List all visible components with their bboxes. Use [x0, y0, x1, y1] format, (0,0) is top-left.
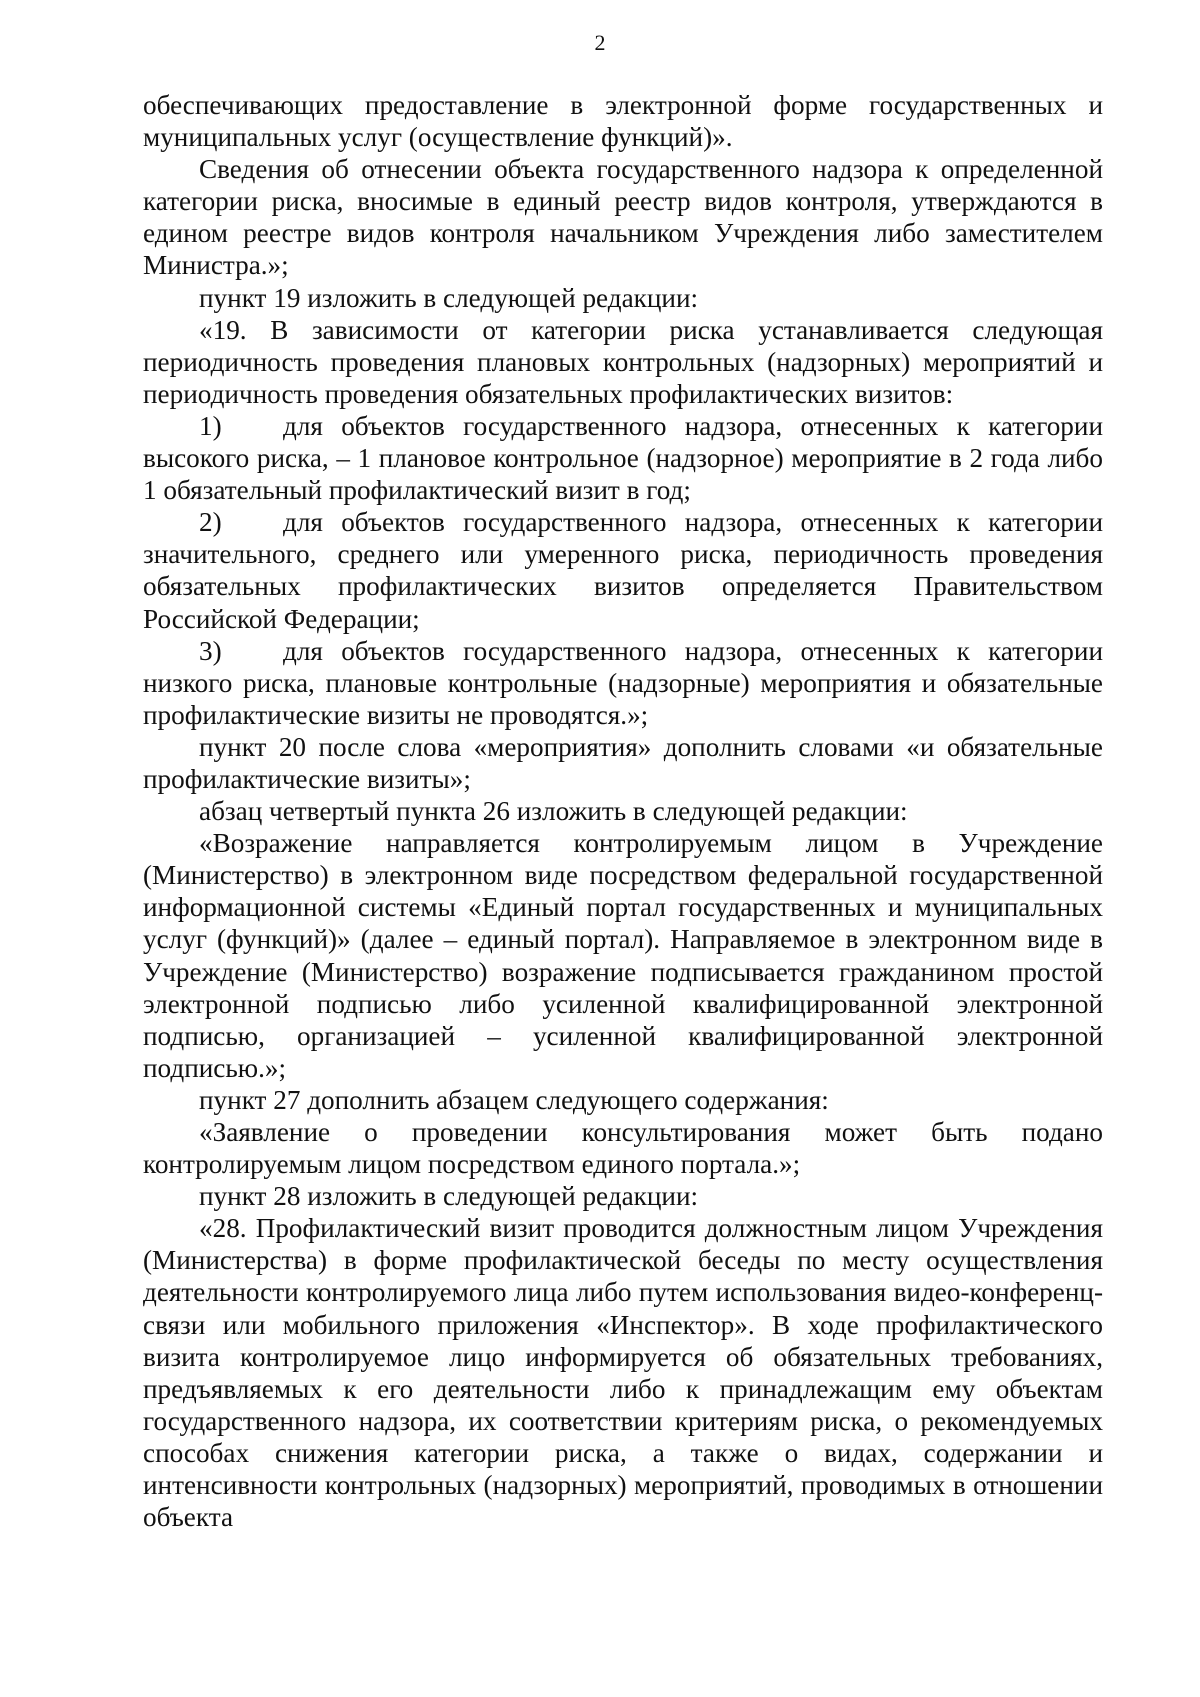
- list-item-1: [143, 410, 1103, 506]
- list-number-3: 3): [199, 635, 222, 666]
- list-number-2: 2): [199, 507, 222, 538]
- paragraph-consultation: «Заявление о проведении консультирования может быть подано контролируемым лицом посредством единого портала.»;: [143, 1117, 1103, 1180]
- paragraph-item-20: пункт 20 после слова «мероприятия» дополнить словами «и обязательные профилактические визиты»;: [143, 731, 1103, 794]
- paragraph-item-28-text: «28. Профилактический визит проводится должностным лицом Учреждения (Министерства) в форме профилактической беседы по месту осуществления деятельности контролируемого лица либо путем использования видео-конференц-связи или мобильного приложения «Инспектор». В ходе профилактического визита контролируемое лицо информируется об обязательных требованиях, предъявляемых к его деятельности либо к принадлежащим ему объектам государственного надзора, их соответствии критериям риска, о рекомендуемых способах снижения категории риска, а также о видах, содержании и интенсивности контрольных (надзорных) мероприятий, проводимых в отношении объекта: [143, 1213, 1103, 1533]
- list-number-1: 1): [199, 410, 222, 441]
- list-item-2-text: для объектов государственного надзора, отнесенных к категории значительного, среднего или умеренного риска, периодичность проведения обязательных профилактических визитов определяется Правительством Российской Федерации;: [143, 507, 1103, 634]
- paragraph-continuation: обеспечивающих предоставление в электронной форме государственных и муниципальных услуг (осуществление функций)».: [143, 90, 1103, 153]
- list-item-1-text: для объектов государственного надзора, отнесенных к категории высокого риска, – 1 плановое контрольное (надзорное) мероприятие в 2 года либо 1 обязательный профилактический визит в год;: [143, 410, 1103, 506]
- paragraph-item-26-intro: абзац четвертый пункта 26 изложить в следующей редакции:: [199, 796, 908, 827]
- paragraph-objection: «Возражение направляется контролируемым лицом в Учреждение (Министерство) в электронном виде посредством федеральной государственной информационной системы «Единый портал государственных и муниципальных услуг (функций)» (далее – единый портал). Направляемое в электронном виде в Учреждение (Министерство) возражение подписывается гражданином простой электронной подписью либо усиленной квалифицированной электронной подписью, организацией – усиленной квалифицированной электронной подписью.»;: [143, 828, 1103, 1083]
- paragraph-item-19-text: «19. В зависимости от категории риска устанавливается следующая периодичность проведения плановых контрольных (надзорных) мероприятий и периодичность проведения обязательных профилактических визитов:: [143, 314, 1103, 409]
- paragraph-item-28-intro: пункт 28 изложить в следующей редакции:: [199, 1181, 699, 1212]
- paragraph-item-19-intro: пункт 19 изложить в следующей редакции:: [199, 282, 699, 313]
- page-number: 2: [594, 30, 606, 55]
- paragraph-risk-category-info: Сведения об отнесении объекта государственного надзора к определенной категории риска, вносимые в единый реестр видов контроля, утверждаются в едином реестре видов контроля начальником Учреждения либо заместителем Министра.»;: [143, 154, 1103, 281]
- list-item-3-text: для объектов государственного надзора, отнесенных к категории низкого риска, плановые контрольные (надзорные) мероприятия и обязательные профилактические визиты не проводятся.»;: [143, 635, 1103, 730]
- list-item-3: [143, 635, 1103, 731]
- list-item-2: [143, 506, 1103, 634]
- paragraph-item-27-intro: пункт 27 дополнить абзацем следующего содержания:: [199, 1084, 829, 1115]
- document-body: [143, 89, 1103, 1533]
